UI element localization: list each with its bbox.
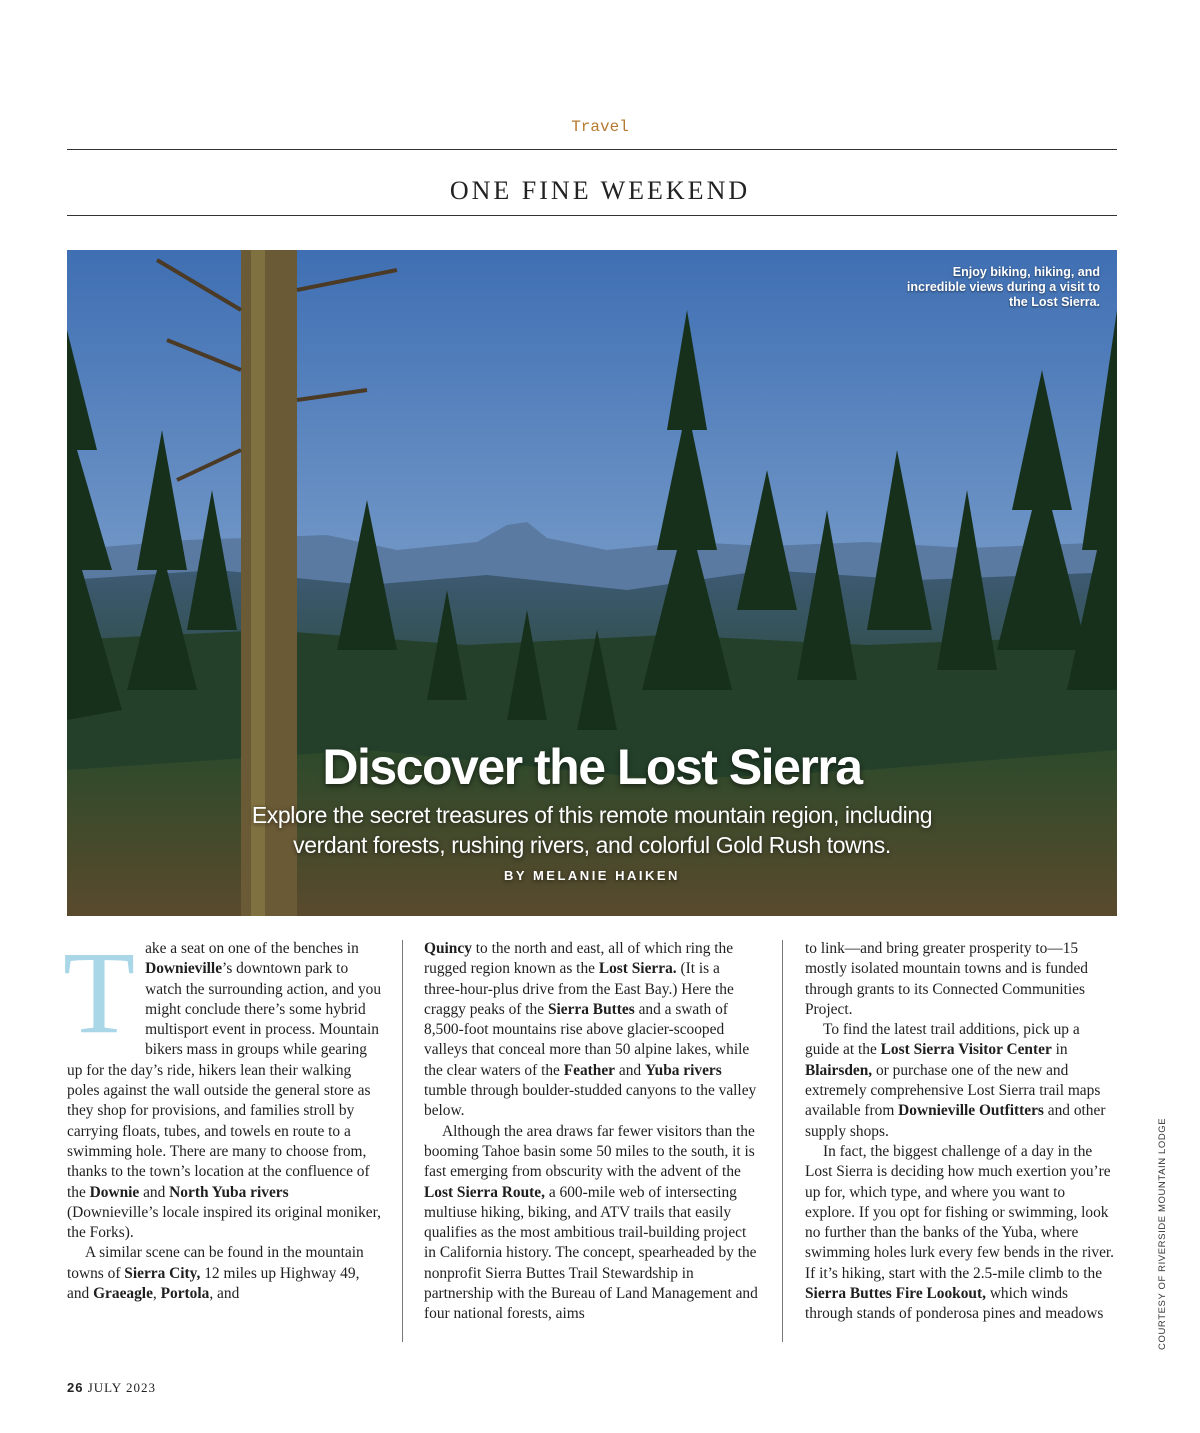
column-divider [402,940,403,1342]
place-name: Downieville [145,960,223,978]
body-column-3 [805,939,1117,1325]
col2-text [424,939,759,1325]
body-paragraph: In fact, the biggest challenge of a day in the Lost Sierra is deciding how much exertion you’re up for, which type, and where you want to explore. If you opt for fishing or swimming, look no further than the banks of the Yuba, where swimming holes lurk every few bends in the river. If it’s hiking, start with the 2.5-mile climb to the Sierra Buttes Fire Lookout, which winds through stands of ponderosa pines and meadows [805,1142,1115,1323]
place-name: Sierra Buttes [547,1000,635,1018]
body-column-1 [63,927,382,1304]
body-paragraph: To find the latest trail additions, pick up a guide at the Lost Sierra Visitor Center in Blairsden, or purchase one of the new and extremely comprehensive Lost Sierra trail maps available from Downieville Outfitters and other supply shops. [805,1021,1106,1140]
section-label: Travel [571,118,629,136]
top-rule [67,149,1117,150]
drop-cap: T [63,927,136,1058]
place-name: Lost Sierra. [598,960,677,978]
page-folio [67,1380,156,1396]
article-headline: Discover the Lost Sierra [322,739,862,795]
body-column-2 [424,939,759,1325]
column-title: ONE FINE WEEKEND [449,176,751,205]
body-paragraph: Quincy to the north and east, all of which ring the rugged region known as the Lost Sierra. (It is a three-hour-plus drive from the East Bay.) Here the craggy peaks of the Sierra Buttes and a swath of 8,500-foot mountains rise above glacier-scooped valleys that conceal more than 50 alpine lakes, while the clear waters of the Feather and Yuba rivers tumble through boulder-studded canyons to the valley below. [424,940,757,1120]
col3-text [805,939,1117,1325]
place-name: Graeagle [93,1285,153,1303]
hero-photo [67,250,1117,916]
body-paragraph: to link—and bring greater prosperity to—15 mostly isolated mountain towns and is funded through grants to its Connected Communities Project. [805,940,1088,1018]
byline: BY MELANIE HAIKEN [504,868,680,883]
place-name: Downie [89,1183,140,1201]
body-paragraph: ake a seat on one of the benches in Downieville’s downtown park to watch the surrounding action, and you might conclude there’s some hybrid multisport event in process. Mountain bikers mass in groups while gearing up for the day’s ride, hikers lean their walking poles against the wall outside the general store as they shop for provisions, and families stroll by carrying floats, tubes, and towels en route to a swimming hole. There are many to choose from, thanks to the town’s location at the confluence of the Downie and North Yuba rivers (Downieville’s locale inspired its original moniker, the Forks). [67,940,382,1242]
place-name: Lost Sierra Route, [424,1183,545,1201]
place-name: Blairsden, [805,1061,873,1079]
place-name: North Yuba rivers [169,1183,289,1201]
bottom-rule [67,215,1117,216]
place-name: Quincy [424,940,472,957]
place-name: Lost Sierra Visitor Center [880,1041,1052,1059]
place-name: Downieville Outfitters [898,1102,1044,1120]
photo-caption: Enjoy biking, hiking, and incredible views during a visit to the Lost Sierra. [906,265,1100,309]
place-name: Sierra City, [124,1264,201,1282]
place-name: Feather [563,1061,616,1079]
photo-credit: COURTESY OF RIVERSIDE MOUNTAIN LODGE [1157,1117,1168,1350]
place-name: Portola [160,1285,210,1303]
place-name: Sierra Buttes Fire Lookout, [805,1285,986,1303]
body-paragraph: Although the area draws far fewer visitors than the booming Tahoe basin some 50 miles to the south, it is fast emerging from obscurity with the advent of the Lost Sierra Route, a 600-mile web of intersecting multiuse hiking, biking, and ATV trails that easily qualifies as the most ambitious trail-building project in California history. The concept, spearheaded by the nonprofit Sierra Buttes Trail Stewardship in partnership with the Bureau of Land Management and four national forests, aims [424,1122,758,1323]
article-dek: Explore the secret treasures of this remote mountain region, including verdant forests, rushing rivers, and colorful Gold Rush towns. [251,802,933,858]
issue-date: JULY 2023 [87,1380,156,1395]
body-paragraph: A similar scene can be found in the mountain towns of Sierra City, 12 miles up Highway 49, and Graeagle, Portola, and [67,1244,364,1303]
place-name: Yuba rivers [644,1061,722,1079]
column-divider [782,940,783,1342]
page-number: 26 [67,1380,84,1395]
